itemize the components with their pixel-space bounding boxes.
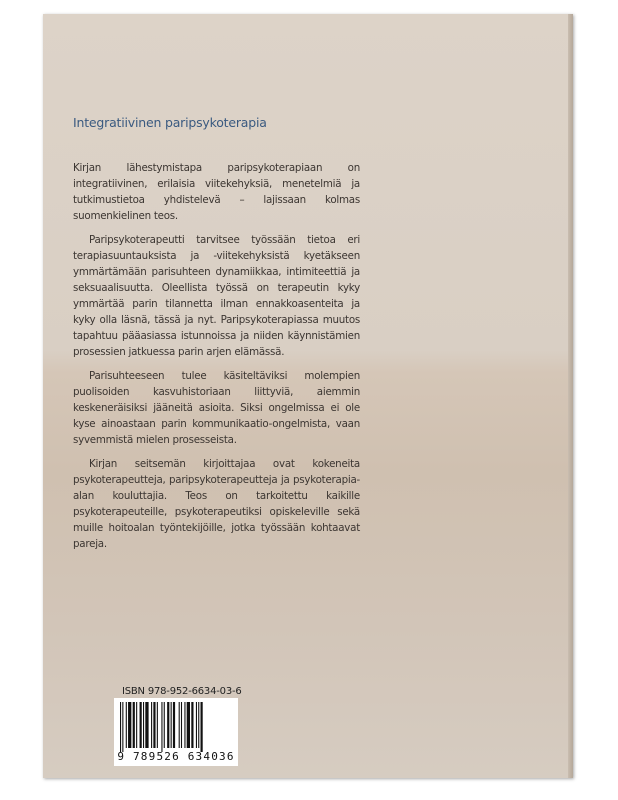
barcode-bar [187, 702, 190, 748]
barcode-bar [151, 702, 152, 748]
barcode-bar [184, 702, 185, 748]
barcode-bar [122, 702, 123, 752]
isbn-label: ISBN 978-952-6634-03-6 [122, 686, 242, 697]
barcode-digits: 9 789526 634036 [117, 750, 235, 763]
barcode-bar [157, 702, 158, 748]
barcode-bar [191, 702, 193, 748]
barcode-bars-icon [118, 702, 234, 752]
barcode-bar [140, 702, 142, 748]
blurb-paragraph-3: Parisuhteeseen tulee käsiteltäviksi molempien puolisoiden kasvuhistoriaan liittyviä, aiemmin keskeneräisiksi jääneitä asioita. Siksi ongelmissa ei ole kyse ainoastaan parin kommunikaatio-ongelmista, vaan syvemmistä mielen prosesseista. [73, 370, 360, 446]
cover-edge [568, 14, 573, 778]
barcode-bar [133, 702, 135, 748]
barcode-bar [161, 702, 162, 752]
barcode-bar [153, 702, 155, 748]
barcode [114, 698, 238, 766]
barcode-bar [181, 702, 182, 748]
blurb-text [73, 160, 360, 560]
barcode-bar [173, 702, 175, 748]
blurb-paragraph-2: Paripsykoterapeutti tarvitsee työssään tietoa eri terapiasuuntauksista ja -viitekehyksistä kyetäkseen ymmärtämään parisuhteen dynamiikkaa, intimiteettiä ja seksuaalisuutta. Oleellista työssä on terapeutin kyky ymmärtää parin tilannetta ilman ennakkoasenteita ja kyky olla läsnä, tässä ja nyt. Paripsykoterapiassa muutos tapahtuu pääasiassa istunnoissa ja niiden käynnistämien prosessien jatkuessa parin arjen elämässä. [73, 234, 360, 358]
barcode-bar [164, 702, 165, 748]
barcode-bar [167, 702, 169, 748]
barcode-bar [136, 702, 137, 748]
barcode-bar [143, 702, 144, 748]
barcode-bar [128, 702, 131, 748]
barcode-bar [120, 702, 121, 752]
barcode-bar [198, 702, 199, 748]
blurb-paragraph-4: Kirjan seitsemän kirjoittajaa ovat kokeneita psykoterapeutteja, paripsykoterapeutteja ja psykoterapia-alan kouluttajia. Teos on tarkoitettu kaikille psykoterapeuteille, psykoterapeutiksi opiskeleville sekä muille hoitoalan työntekijöille, jotka työssään kohtaavat pareja. [73, 458, 360, 550]
barcode-bar [126, 702, 127, 748]
barcode-bar [196, 702, 197, 748]
barcode-bar [171, 702, 172, 748]
barcode-bar [179, 702, 180, 748]
barcode-bar [201, 702, 203, 752]
blurb-paragraph-1: Kirjan lähestymistapa paripsykoterapiaan on integratiivinen, erilaisia viitekehyksiä, menetelmiä ja tutkimustietoa yhdistelevä – lajissaan kolmas suomenkielinen teos. [73, 162, 360, 222]
book-title: Integratiivinen paripsykoterapia [73, 115, 267, 130]
barcode-bar [145, 702, 148, 748]
